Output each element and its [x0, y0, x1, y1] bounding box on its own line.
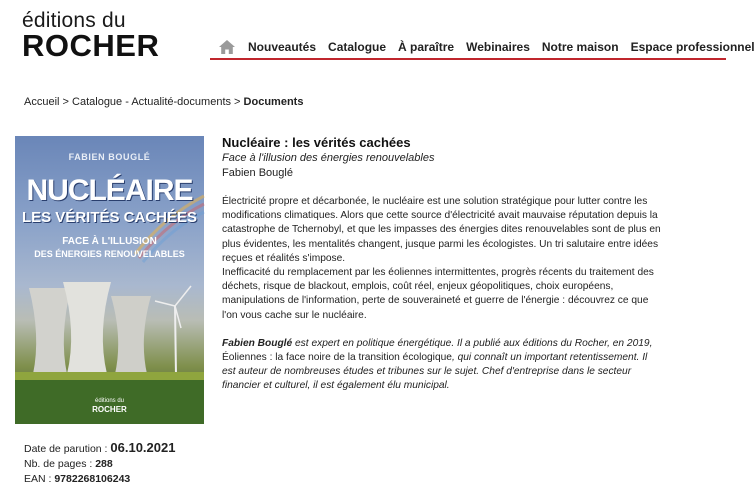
book-description	[222, 195, 662, 323]
bio-author-name: Fabien Bouglé	[222, 337, 293, 349]
description-paragraph: Inefficacité du remplacement par les éoliennes intermittentes, progrès récents du traitement des déchets, risque de blackout, emplois, coût réel, enjeux géopolitiques, choix européens, manipulations de l'information, perte de souveraineté et guerre de l'énergie : découvrez ce que l'on vous cache sur le nucléaire.	[222, 267, 654, 321]
date-label: Date de parution :	[24, 443, 111, 455]
main-navigation	[210, 36, 755, 60]
bio-text: , qui connaît un important retentissement. Il est auteur de nombreuses études et tribunes sur le sujet. Chef d'entreprise dans le secteur financier et culturel, il est également élu municipal.	[222, 352, 648, 392]
nav-item-nouveautes[interactable]: Nouveautés	[248, 40, 317, 54]
pages-label: Nb. de pages :	[24, 458, 96, 470]
nav-item-espace-professionnel[interactable]: Espace professionnel	[630, 40, 755, 54]
book-author[interactable]: Fabien Bouglé	[222, 167, 293, 179]
publisher-logo[interactable]	[22, 10, 159, 61]
date-value: 06.10.2021	[110, 440, 176, 455]
book-metadata	[24, 440, 175, 487]
cover-subtitle-line1: FACE À L'ILLUSION	[62, 236, 157, 247]
bio-book-title: Éoliennes : la face noire de la transition écologique	[222, 352, 452, 364]
breadcrumb	[24, 96, 303, 108]
cover-title-line1: NUCLÉAIRE	[26, 174, 193, 207]
bio-text: est expert en politique énergétique. Il a publié aux éditions du Rocher, en 2019,	[292, 337, 653, 349]
pages-value: 288	[95, 458, 113, 470]
breadcrumb-separator: >	[59, 96, 73, 108]
cover-subtitle-line2: DES ÉNERGIES RENOUVELABLES	[34, 249, 185, 259]
page-count	[24, 457, 175, 472]
cover-publisher-big: ROCHER	[92, 405, 127, 414]
book-title: Nucléaire : les vérités cachées	[222, 135, 411, 150]
ean-label: EAN :	[24, 473, 55, 485]
publication-date	[24, 440, 175, 457]
nav-item-catalogue[interactable]: Catalogue	[328, 40, 387, 54]
cover-publisher-small: éditions du	[94, 398, 125, 404]
home-icon[interactable]	[218, 39, 236, 55]
author-bio	[222, 337, 662, 394]
cover-title-line2: LES VÉRITÉS CACHÉES	[21, 209, 198, 226]
description-paragraph: Électricité propre et décarbonée, le nucléaire est une solution stratégique pour lutter contre les modifications climatiques. Alors que cette source d'électricité avait mauvaise réputation depuis la catastrophe de Tchernobyl, et que les impasses des énergies dites renouvelables sont de plus en plus évidentes, les mentalités changent, jusque parmi les écologistes. Un tri salutaire entre idées reçues et réalités s'impose.	[222, 196, 661, 264]
logo-line-top: éditions du	[22, 9, 126, 32]
nav-item-notre-maison[interactable]: Notre maison	[541, 40, 619, 54]
ean-value: 9782268106243	[54, 473, 131, 485]
breadcrumb-current: Documents	[243, 96, 304, 108]
nav-item-webinaires[interactable]: Webinaires	[466, 40, 530, 54]
breadcrumb-catalogue[interactable]: Catalogue - Actualité-documents	[72, 96, 231, 108]
cover-publisher	[15, 398, 204, 414]
book-info	[222, 135, 662, 394]
book-subtitle: Face à l'illusion des énergies renouvelables	[222, 152, 435, 164]
breadcrumb-separator: >	[231, 96, 244, 108]
logo-line-bottom: ROCHER	[22, 28, 160, 63]
ean-code	[24, 472, 175, 487]
book-cover[interactable]	[15, 136, 204, 424]
breadcrumb-home[interactable]: Accueil	[24, 96, 60, 108]
cover-author: FABIEN BOUGLÉ	[68, 152, 151, 162]
nav-item-a-paraitre[interactable]: À paraître	[398, 40, 455, 54]
